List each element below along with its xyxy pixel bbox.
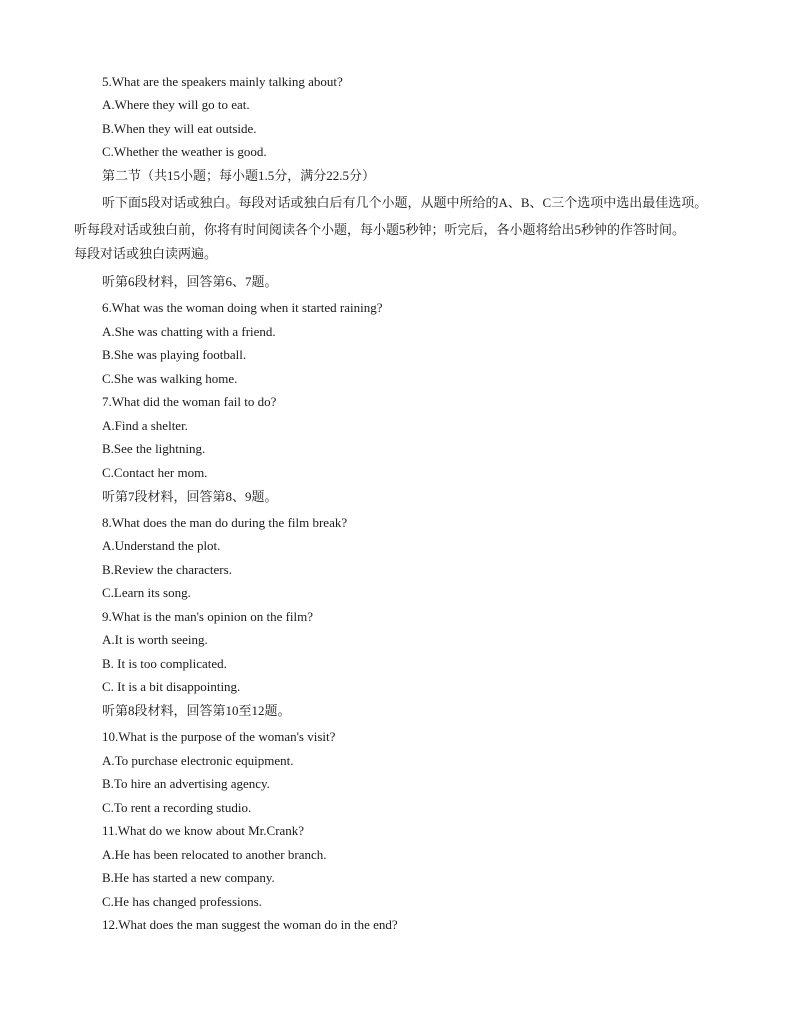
question-5: 5.What are the speakers mainly talking about? xyxy=(102,74,343,89)
material-7-heading: 听第7段材料，回答第8、9题。 xyxy=(102,489,278,504)
q10-option-c: C.To rent a recording studio. xyxy=(102,800,252,815)
q6-option-b: B.She was playing football. xyxy=(102,347,247,362)
q6-option-c: C.She was walking home. xyxy=(102,371,238,386)
section-2-heading: 第二节（共15小题；每小题1.5分，满分22.5分） xyxy=(102,168,376,183)
question-12: 12.What does the man suggest the woman do in the end? xyxy=(102,917,398,932)
question-6: 6.What was the woman doing when it started raining? xyxy=(102,300,383,315)
material-6-heading: 听第6段材料，回答第6、7题。 xyxy=(102,274,278,289)
question-11: 11.What do we know about Mr.Crank? xyxy=(102,823,305,838)
q7-option-c: C.Contact her mom. xyxy=(102,465,208,480)
q11-option-a: A.He has been relocated to another branch. xyxy=(102,847,327,862)
question-9: 9.What is the man's opinion on the film? xyxy=(102,609,314,624)
section-2-instruction-1: 听下面5段对话或独白。每段对话或独白后有几个小题，从题中所给的A、B、C三个选项中选出最佳选项。 xyxy=(102,195,708,210)
q5-option-a: A.Where they will go to eat. xyxy=(102,97,250,112)
q5-option-c: C.Whether the weather is good. xyxy=(102,144,267,159)
q6-option-a: A.She was chatting with a friend. xyxy=(102,324,276,339)
q10-option-b: B.To hire an advertising agency. xyxy=(102,776,270,791)
question-7: 7.What did the woman fail to do? xyxy=(102,394,277,409)
q11-option-b: B.He has started a new company. xyxy=(102,870,275,885)
material-8-heading: 听第8段材料，回答第10至12题。 xyxy=(102,703,291,718)
q11-option-c: C.He has changed professions. xyxy=(102,894,262,909)
q10-option-a: A.To purchase electronic equipment. xyxy=(102,753,294,768)
section-2-instruction-3: 每段对话或独白读两遍。 xyxy=(74,246,218,261)
q8-option-c: C.Learn its song. xyxy=(102,585,191,600)
q8-option-b: B.Review the characters. xyxy=(102,562,232,577)
section-2-instruction-2: 听每段对话或独白前，你将有时间阅读各个小题，每小题5秒钟；听完后，各小题将给出5秒钟的作答时间。 xyxy=(74,222,686,237)
q9-option-c: C. It is a bit disappointing. xyxy=(102,679,241,694)
q7-option-a: A.Find a shelter. xyxy=(102,418,188,433)
q9-option-a: A.It is worth seeing. xyxy=(102,632,208,647)
q5-option-b: B.When they will eat outside. xyxy=(102,121,257,136)
q7-option-b: B.See the lightning. xyxy=(102,441,206,456)
question-10: 10.What is the purpose of the woman's visit? xyxy=(102,729,336,744)
question-8: 8.What does the man do during the film break? xyxy=(102,515,348,530)
q8-option-a: A.Understand the plot. xyxy=(102,538,221,553)
q9-option-b: B. It is too complicated. xyxy=(102,656,227,671)
